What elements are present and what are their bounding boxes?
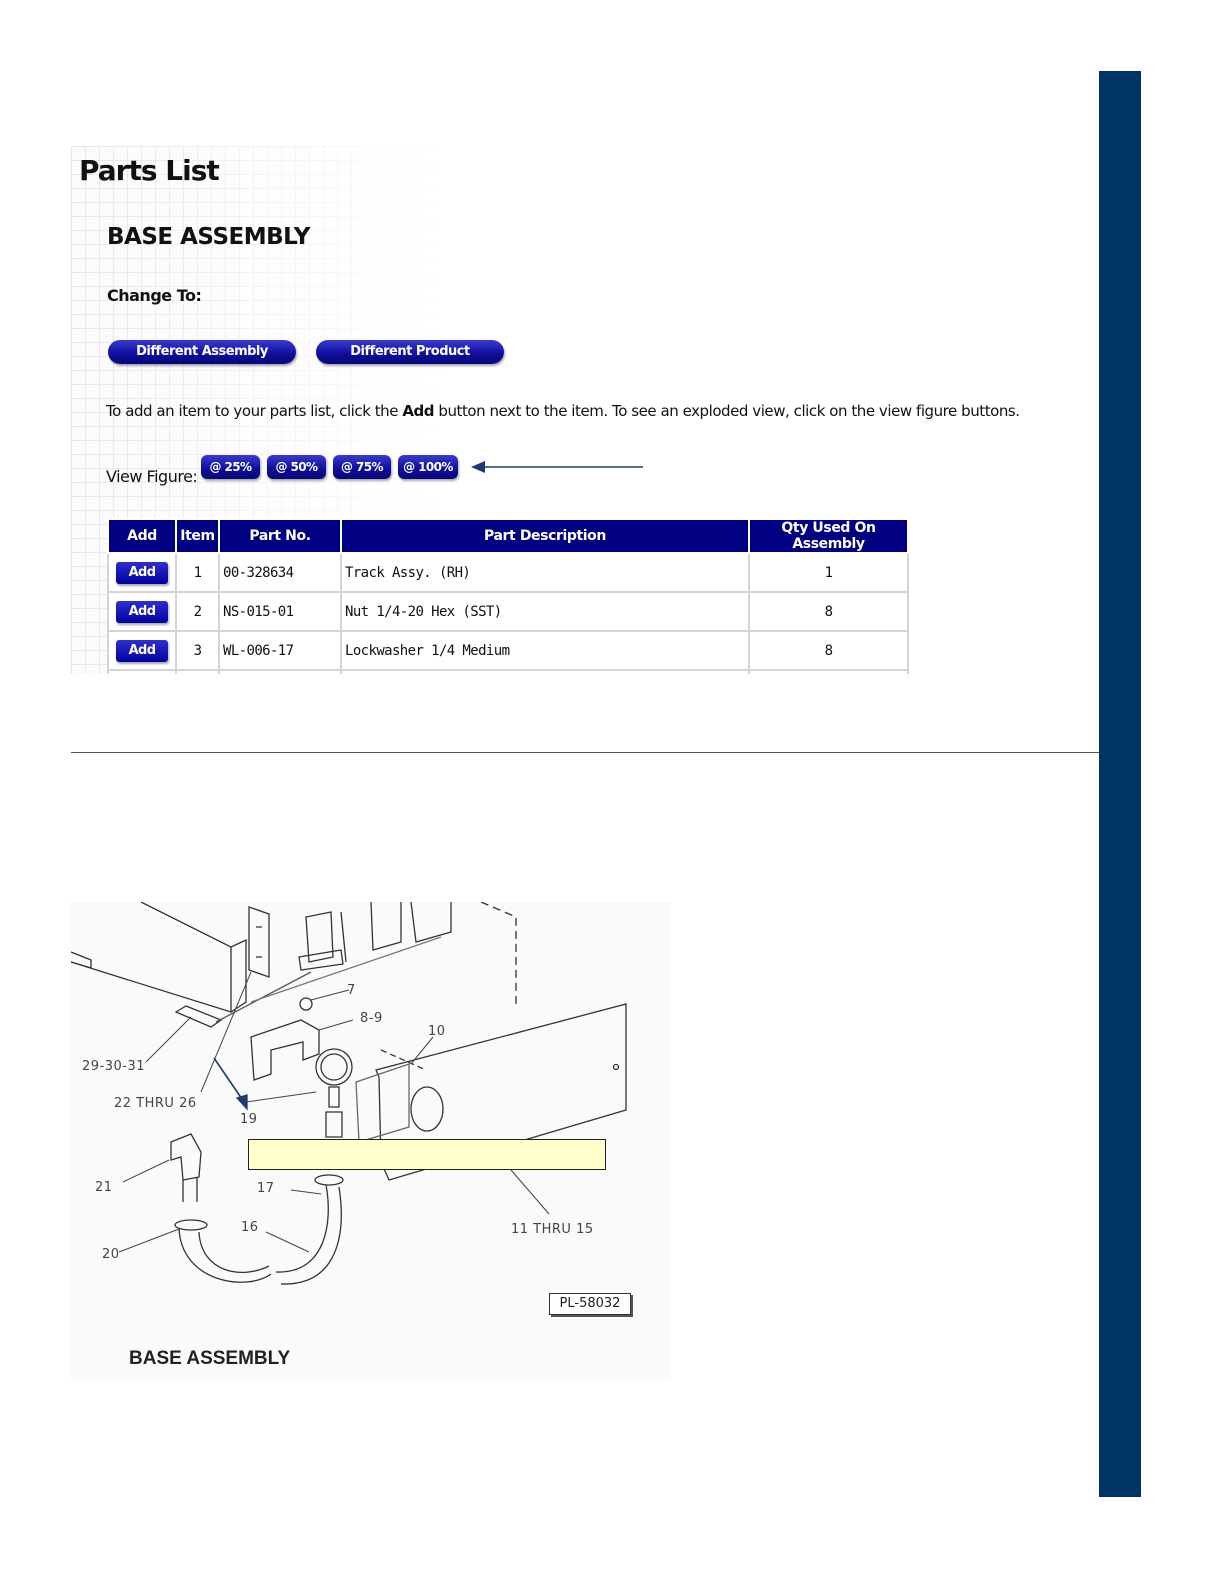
label-part-22-thru-26: 22 THRU 26 bbox=[114, 1096, 197, 1111]
label-part-16: 16 bbox=[241, 1220, 259, 1235]
part-description: Track Assy. (RH) bbox=[341, 553, 749, 592]
right-accent-bar bbox=[1099, 71, 1141, 1497]
part-description: Lockwasher 1/4 Medium bbox=[341, 631, 749, 670]
part-number: WL-006-17 bbox=[219, 631, 341, 670]
change-to-label: Change To: bbox=[107, 286, 202, 305]
table-row bbox=[108, 553, 908, 592]
part-number: 00-328634 bbox=[219, 553, 341, 592]
highlight-box bbox=[248, 1139, 606, 1170]
table-row bbox=[108, 631, 908, 670]
plate-id-label: PL-58032 bbox=[549, 1293, 631, 1315]
add-button[interactable]: Add bbox=[116, 601, 168, 623]
table-header-row bbox=[108, 519, 908, 553]
view-75-button[interactable]: @ 75% bbox=[333, 455, 391, 479]
view-25-button[interactable]: @ 25% bbox=[201, 455, 260, 479]
label-part-7: 7 bbox=[347, 983, 356, 998]
header-add: Add bbox=[108, 519, 176, 553]
different-assembly-button[interactable]: Different Assembly bbox=[108, 340, 296, 364]
instructions-bold: Add bbox=[402, 402, 435, 420]
qty-used: 1 bbox=[749, 553, 908, 592]
assembly-title: BASE ASSEMBLY bbox=[107, 224, 310, 250]
section-divider bbox=[71, 752, 1099, 753]
label-part-20: 20 bbox=[102, 1247, 120, 1262]
part-number: NS-015-01 bbox=[219, 592, 341, 631]
instructions-before: To add an item to your parts list, click the bbox=[106, 402, 403, 420]
parts-list-panel bbox=[71, 146, 1061, 674]
instructions-after: button next to the item. To see an exploded view, click on the view figure buttons. bbox=[434, 402, 1020, 420]
label-part-11-thru-15: 11 THRU 15 bbox=[511, 1222, 594, 1237]
item-number: 1 bbox=[176, 553, 219, 592]
item-number: 2 bbox=[176, 592, 219, 631]
add-button[interactable]: Add bbox=[116, 562, 168, 584]
table-row-cutoff bbox=[108, 670, 908, 674]
add-button[interactable]: Add bbox=[116, 640, 168, 662]
view-figure-label: View Figure: bbox=[106, 467, 198, 486]
part-description: Nut 1/4-20 Hex (SST) bbox=[341, 592, 749, 631]
label-part-10: 10 bbox=[428, 1024, 446, 1039]
qty-used: 8 bbox=[749, 592, 908, 631]
label-part-21: 21 bbox=[95, 1180, 113, 1195]
page-title: Parts List bbox=[79, 154, 219, 187]
header-part-no: Part No. bbox=[219, 519, 341, 553]
header-description: Part Description bbox=[341, 519, 749, 553]
label-part-17: 17 bbox=[257, 1181, 275, 1196]
parts-table bbox=[107, 518, 909, 674]
header-qty: Qty Used On Assembly bbox=[749, 519, 908, 553]
item-number: 3 bbox=[176, 631, 219, 670]
label-part-29-30-31: 29-30-31 bbox=[82, 1059, 146, 1074]
label-part-19: 19 bbox=[240, 1112, 258, 1127]
pointer-arrow-icon bbox=[469, 454, 645, 480]
view-100-button[interactable]: @ 100% bbox=[398, 455, 458, 479]
diagram-caption: BASE ASSEMBLY bbox=[129, 1348, 291, 1369]
label-part-8-9: 8-9 bbox=[360, 1011, 383, 1026]
instructions-text bbox=[106, 402, 1020, 420]
qty-used: 8 bbox=[749, 631, 908, 670]
view-50-button[interactable]: @ 50% bbox=[267, 455, 326, 479]
different-product-button[interactable]: Different Product bbox=[316, 340, 504, 364]
header-item: Item bbox=[176, 519, 219, 553]
table-row bbox=[108, 592, 908, 631]
